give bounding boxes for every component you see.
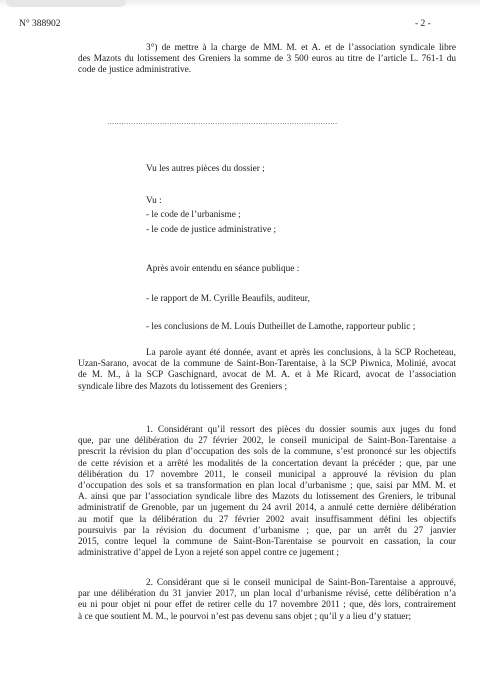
text-line: délibération du 17 novembre 2011, le conseil municipal a approuvé la révision du plan xyxy=(78,469,456,480)
text-line: 2. Considérant que si le conseil municipal de Saint-Bon-Tarentaise a approuvé, xyxy=(146,578,456,588)
viewer-tab[interactable] xyxy=(6,0,126,7)
text-line: code de justice administrative. xyxy=(78,65,192,76)
vu-heading: Vu : xyxy=(146,196,162,206)
text-line: Uzan-Sarano, avocat de la commune de Saint-Bon-Tarentaise, à la SCP Piwnica, Molinié, avocat xyxy=(78,359,456,370)
text-line: 1. Considérant qu’il ressort des pièces du dossier soumis aux juges du fond xyxy=(146,425,456,435)
text-line: par une délibération du 31 janvier 2017, un plan local d’urbanisme révisé, cette délibération n’a xyxy=(78,589,456,600)
seance-statement: Après avoir entendu en séance publique : xyxy=(146,264,300,274)
viewer-top-bar xyxy=(0,0,480,8)
text-line: administratif de Grenoble, par un jugement du 24 avril 2014, a annulé cette dernière délibération xyxy=(78,503,456,514)
text-line: à ce que soutient M. M., le pourvoi n’est pas devenu sans objet ; qu’il y a lieu d’y statuer; xyxy=(78,611,412,622)
text-line: de cette révision et a arrêté les modalités de la concertation devant la précéder ; que, par une xyxy=(78,458,456,469)
text-line: 3°) de mettre à la charge de MM. M. et A. et de l’association syndicale libre xyxy=(146,43,456,53)
considerant-2 xyxy=(78,578,456,623)
text-line: que, par une délibération du 27 février 2002, le conseil municipal de Saint-Bon-Tarentaise a xyxy=(78,436,456,447)
pieces-statement: Vu les autres pièces du dossier ; xyxy=(146,164,265,174)
text-line: poursuivis par la révision du document d’urbanisme ; que, par un arrêt du 27 janvier xyxy=(78,525,456,536)
text-line: d’occupation des sols et sa transformation en plan local d’urbanisme ; que, saisi par MM. M. et xyxy=(78,481,456,492)
vu-item: - le code de justice administrative ; xyxy=(146,225,277,235)
text-line: La parole ayant été donnée, avant et après les conclusions, à la SCP Rocheteau, xyxy=(146,348,456,358)
vu-item: - le code de l’urbanisme ; xyxy=(146,210,241,220)
separator-line: …………………………………………………………………………………… xyxy=(107,118,338,126)
text-line: des Mazots du lotissement des Greniers la somme de 3 500 euros au titre de l’article L. 761-1 du xyxy=(78,54,456,65)
considerant-1 xyxy=(78,425,456,559)
rapport-statement: - le rapport de M. Cyrille Beaufils, auditeur, xyxy=(146,294,310,304)
text-line: eu ni pour objet ni pour effet de retirer celle du 17 novembre 2011 ; que, dès lors, contrairement xyxy=(78,600,456,611)
page-number: - 2 - xyxy=(415,19,431,29)
text-line: au motif que la délibération du 27 février 2002 avait insuffisamment défini les objectifs xyxy=(78,514,456,525)
case-number: N° 388902 xyxy=(19,19,61,29)
conclusions-statement: - les conclusions de M. Louis Dutheillet de Lamothe, rapporteur public ; xyxy=(146,322,416,332)
text-line: 2015, contre lequel la commune de Saint-Bon-Tarentaise se pourvoit en cassation, la cour xyxy=(78,537,456,548)
text-line: syndicale libre des Mazots du lotissement des Greniers ; xyxy=(78,381,288,392)
text-line: prescrit la révision du plan d’occupation des sols de la commune, s’est prononcé sur les objectifs xyxy=(78,447,456,458)
decision-item-3 xyxy=(78,43,456,77)
text-line: de M. M., à la SCP Gaschignard, avocat de M. A. et à Me Ricard, avocat de l’association xyxy=(78,370,456,381)
parole-paragraph xyxy=(78,348,456,393)
text-line: administrative d’appel de Lyon a rejeté son appel contre ce jugement ; xyxy=(78,548,339,559)
text-line: A. ainsi que par l’association syndicale libre des Mazots du lotissement des Greniers, le tribunal xyxy=(78,492,456,503)
